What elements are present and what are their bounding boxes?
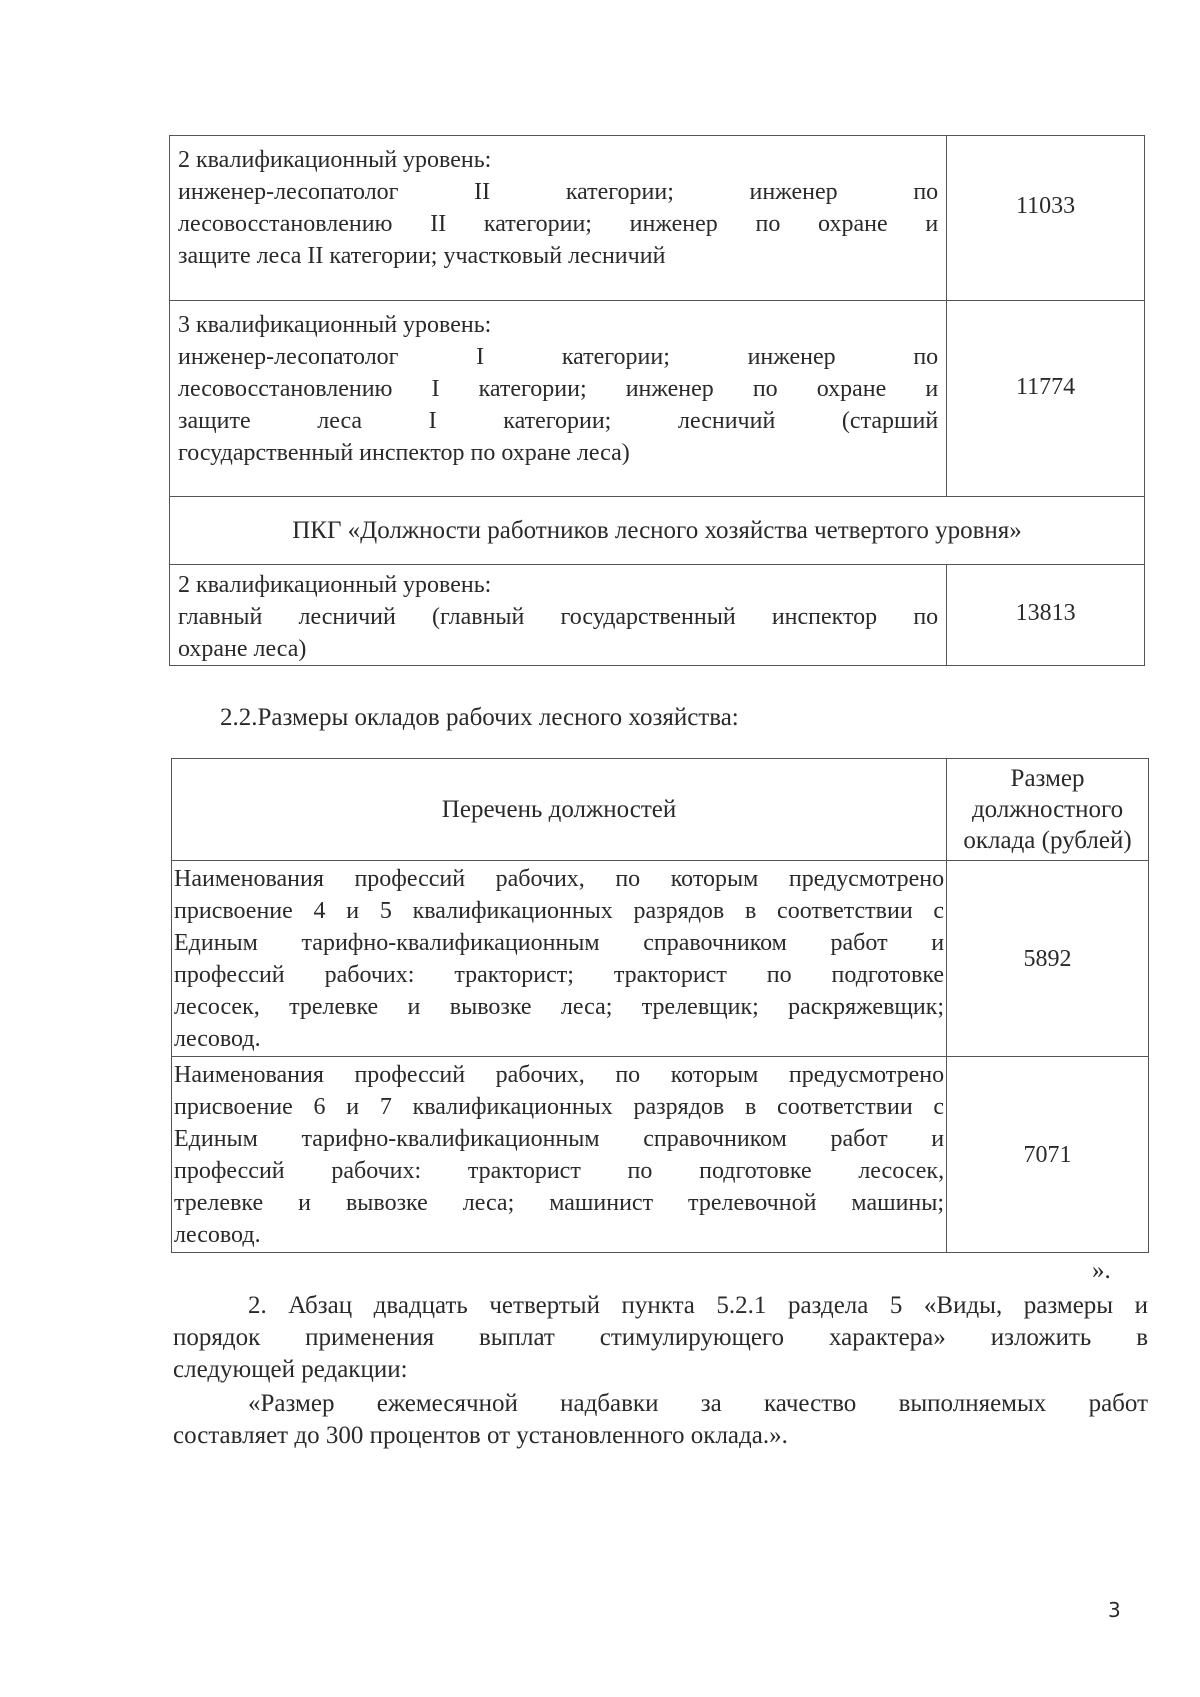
paragraph-line: следующей редакции: (173, 1356, 408, 1383)
header-salary (947, 759, 1149, 861)
paragraph-line: «Размер ежемесячной надбавки за качество выполняемых работ (248, 1390, 1148, 1417)
table-header-row (172, 759, 1149, 861)
position-text-line: профессий рабочих: тракторист; тракторист по подготовке (174, 962, 945, 988)
positions-table-1 (169, 135, 1145, 666)
salary-cell (947, 136, 1145, 301)
position-cell (170, 565, 947, 666)
salary-cell (947, 861, 1149, 1057)
position-text-line: охране леса) (178, 636, 307, 662)
qualification-level: 2 квалификационный уровень: (178, 147, 492, 173)
position-cell (172, 861, 947, 1057)
group-header-cell (170, 497, 1145, 565)
position-cell (170, 136, 947, 301)
amendment-paragraph (173, 1290, 1148, 1386)
header-label: должностного (971, 796, 1124, 823)
group-header: ПКГ «Должности работников лесного хозяйства четвертого уровня» (292, 516, 1022, 544)
closing-quote: ». (1092, 1257, 1111, 1284)
page-number: 3 (1108, 1598, 1121, 1622)
salary-value: 13813 (1015, 600, 1076, 626)
position-text-line: Единым тарифно-квалификационным справочником работ и (174, 1126, 945, 1152)
position-text-line: государственный инспектор по охране леса) (178, 440, 630, 466)
position-text-line: присвоение 4 и 5 квалификационных разрядов в соответствии с (174, 898, 945, 924)
position-cell (170, 301, 947, 497)
position-cell (172, 1057, 947, 1253)
salary-value: 7071 (1023, 1141, 1072, 1168)
position-text-line: лесовосстановлению II категории; инженер по охране и (178, 211, 939, 237)
position-text-line: главный лесничий (главный государственный инспектор по (178, 604, 939, 630)
new-wording-paragraph (173, 1388, 1148, 1452)
position-text-line: лесовод. (174, 1222, 261, 1248)
position-text-line: лесосек, трелевке и вывозке леса; трелевщик; раскряжевщик; (174, 994, 945, 1020)
table-row (172, 861, 1149, 1057)
paragraph-line: 2. Абзац двадцать четвертый пункта 5.2.1 раздела 5 «Виды, размеры и (248, 1292, 1148, 1319)
salary-value: 11774 (1016, 374, 1076, 400)
table-row (170, 301, 1145, 497)
table-row (170, 497, 1145, 565)
qualification-level: 2 квалификационный уровень: (178, 572, 492, 598)
section-heading: 2.2.Размеры окладов рабочих лесного хозяйства: (220, 704, 739, 731)
header-label: Перечень должностей (441, 795, 677, 823)
header-label: Размер (1010, 765, 1085, 792)
salary-cell (947, 1057, 1149, 1253)
positions-table-2 (171, 758, 1149, 1253)
table-row (170, 136, 1145, 301)
position-text-line: инженер-лесопатолог I категории; инженер по (178, 344, 939, 370)
header-positions (172, 759, 947, 861)
position-text-line: защите леса II категории; участковый лесничий (178, 243, 666, 269)
qualification-level: 3 квалификационный уровень: (178, 312, 492, 338)
salary-cell (947, 301, 1145, 497)
salary-value: 11033 (1016, 193, 1076, 219)
paragraph-line: порядок применения выплат стимулирующего характера» изложить в (173, 1324, 1148, 1351)
position-text-line: инженер-лесопатолог II категории; инженер по (178, 179, 939, 205)
table-row (172, 1057, 1149, 1253)
position-text-line: трелевке и вывозке леса; машинист трелевочной машины; (174, 1190, 945, 1216)
position-text-line: Наименования профессий рабочих, по которым предусмотрено (174, 1062, 945, 1088)
header-label: оклада (рублей) (963, 827, 1132, 854)
paragraph-line: составляет до 300 процентов от установленного оклада.». (173, 1422, 788, 1449)
salary-value: 5892 (1023, 945, 1072, 972)
position-text-line: Наименования профессий рабочих, по которым предусмотрено (174, 866, 945, 892)
position-text-line: профессий рабочих: тракторист по подготовке лесосек, (174, 1158, 945, 1184)
position-text-line: лесовод. (174, 1026, 261, 1052)
position-text-line: защите леса I категории; лесничий (старший (178, 408, 939, 434)
position-text-line: лесовосстановлению I категории; инженер по охране и (178, 376, 939, 402)
position-text-line: присвоение 6 и 7 квалификационных разрядов в соответствии с (174, 1094, 945, 1120)
salary-cell (947, 565, 1145, 666)
table-row (170, 565, 1145, 666)
position-text-line: Единым тарифно-квалификационным справочником работ и (174, 930, 945, 956)
